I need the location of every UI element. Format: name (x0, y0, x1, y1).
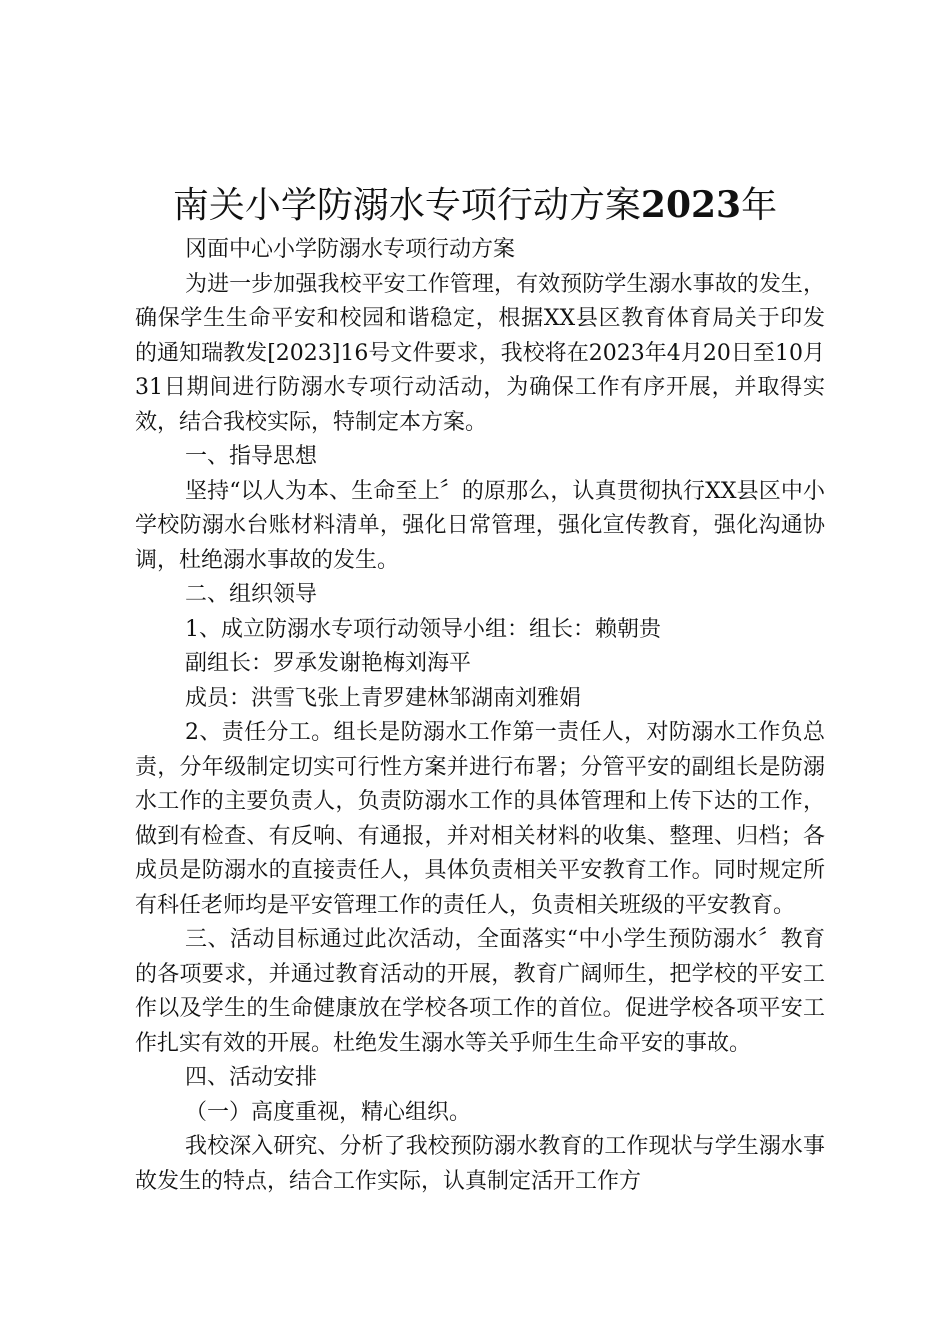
section-heading-guiding-thought: 一、指导思想 (185, 444, 318, 469)
members-line: 成员：洪雪飞张上青罗建林邹湖南刘雅娟 (185, 685, 582, 711)
title-suffix: 年 (741, 185, 778, 226)
document-title (0, 180, 950, 231)
title-year: 2023 (640, 184, 742, 226)
responsibility-paragraph: 2、责任分工。组长是防溺水工作第一责任人，对防溺水工作负总责，分年级制定切实可行性方案并进行布署；分管平安的副组长是防溺水工作的主要负责人，负责防溺水工作的具体管理和上传下达的工作，做到有检查、有反响、有通报，并对相关材料的收集、整理、归档；各成员是防溺水的直接责任人，具体负责相关平安教育工作。同时规定所有科任老师均是平安管理工作的责任人，负责相关班级的平安教育。 (135, 720, 825, 918)
subsection-heading-organize: （一）高度重视，精心组织。 (185, 1099, 472, 1125)
research-paragraph: 我校深入研究、分析了我校预防溺水教育的工作现状与学生溺水事故发生的特点，结合工作实际，认真制定活开工作方 (135, 1134, 825, 1194)
title-main: 南关小学防溺水专项行动方案 (172, 185, 641, 226)
activity-goal-paragraph: 三、活动目标通过此次活动，全面落实“中小学生预防溺水〞教育的各项要求，并通过教育活动的开展，教育广阔师生，把学校的平安工作以及学生的生命健康放在学校各项工作的首位。促进学校各项平安工作扎实有效的开展。杜绝发生溺水等关乎师生生命平安的事故。 (135, 927, 825, 1056)
subtitle-line: 冈面中心小学防溺水专项行动方案 (185, 237, 516, 262)
intro-paragraph: 为进一步加强我校平安工作管理，有效预防学生溺水事故的发生，确保学生生命平安和校园和谐稳定，根据XX县区教育体育局关于印发的通知瑞教发[2023]16号文件要求，我校将在2023年4月20日至10月31日期间进行防溺水专项行动活动，为确保工作有序开展，并取得实效，结合我校实际，特制定本方案。 (135, 271, 825, 435)
guiding-thought-paragraph: 坚持“以人为本、生命至上〞的原那么，认真贯彻执行XX县区中小学校防溺水台账材料清单，强化日常管理，强化宣传教育，强化沟通协调，杜绝溺水事故的发生。 (135, 478, 825, 573)
document-body (135, 233, 825, 1199)
section-heading-organization: 二、组织领导 (185, 582, 318, 607)
leader-group-line: 1、成立防溺水专项行动领导小组：组长：赖朝贵 (185, 616, 661, 642)
deputy-leaders-line: 副组长：罗承发谢艳梅刘海平 (185, 651, 472, 676)
section-heading-activity-plan: 四、活动安排 (185, 1065, 318, 1090)
